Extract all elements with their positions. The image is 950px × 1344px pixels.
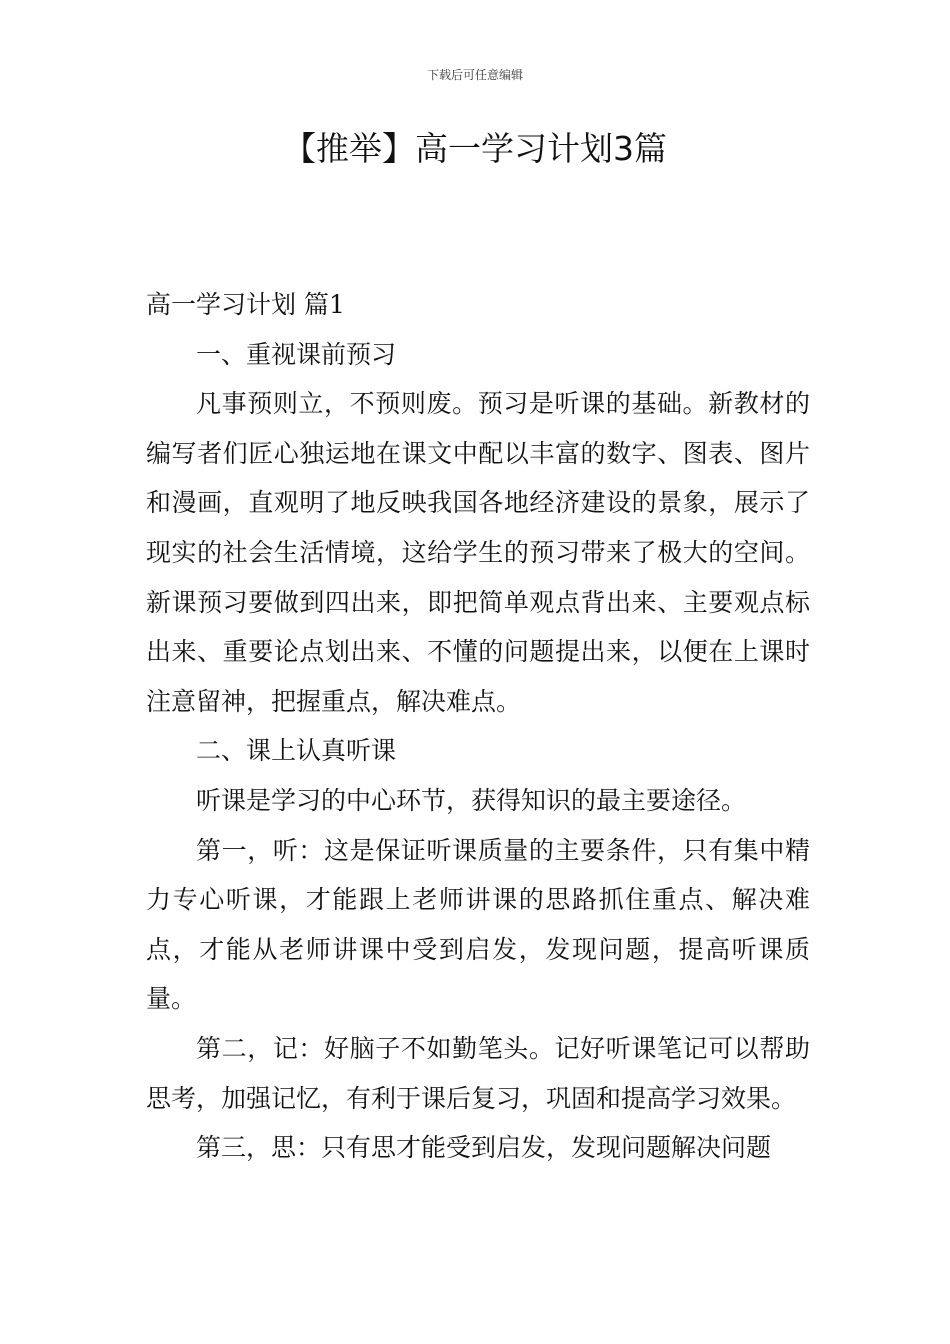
header-note: 下载后可任意编辑: [426, 68, 523, 82]
paragraph-notes: 第二，记：好脑子不如勤笔头。记好听课笔记可以帮助思考，加强记忆，有利于课后复习，巩固和提高学习效果。: [146, 1033, 810, 1113]
heading-listening: 二、课上认真听课: [196, 736, 397, 766]
section-title: 高一学习计划 篇1: [146, 290, 345, 319]
paragraph-listen: 第一，听：这是保证听课质量的主要条件，只有集中精力专心听课，才能跟上老师讲课的思路抓住重点、解决难点，才能从老师讲课中受到启发，发现问题，提高听课质量。: [146, 835, 810, 1014]
paragraph-listening-intro: 听课是学习的中心环节，获得知识的最主要途径。: [196, 785, 747, 815]
document-title: 【推举】高一学习计划3篇: [283, 129, 667, 168]
document-body: [146, 280, 810, 1173]
paragraph-think: 第三，思：只有思才能受到启发，发现问题解决问题: [196, 1133, 772, 1163]
paragraph-preview: 凡事预则立，不预则废。预习是听课的基础。新教材的编写者们匠心独运地在课文中配以丰富的数字、图表、图片和漫画，直观明了地反映我国各地经济建设的景象，展示了现实的社会生活情境，这给学生的预习带来了极大的空间。新课预习要做到四出来，即把简单观点背出来、主要观点标出来、重要论点划出来、不懂的问题提出来，以便在上课时注意留神，把握重点，解决难点。: [146, 389, 810, 716]
heading-preview: 一、重视课前预习: [196, 339, 397, 369]
